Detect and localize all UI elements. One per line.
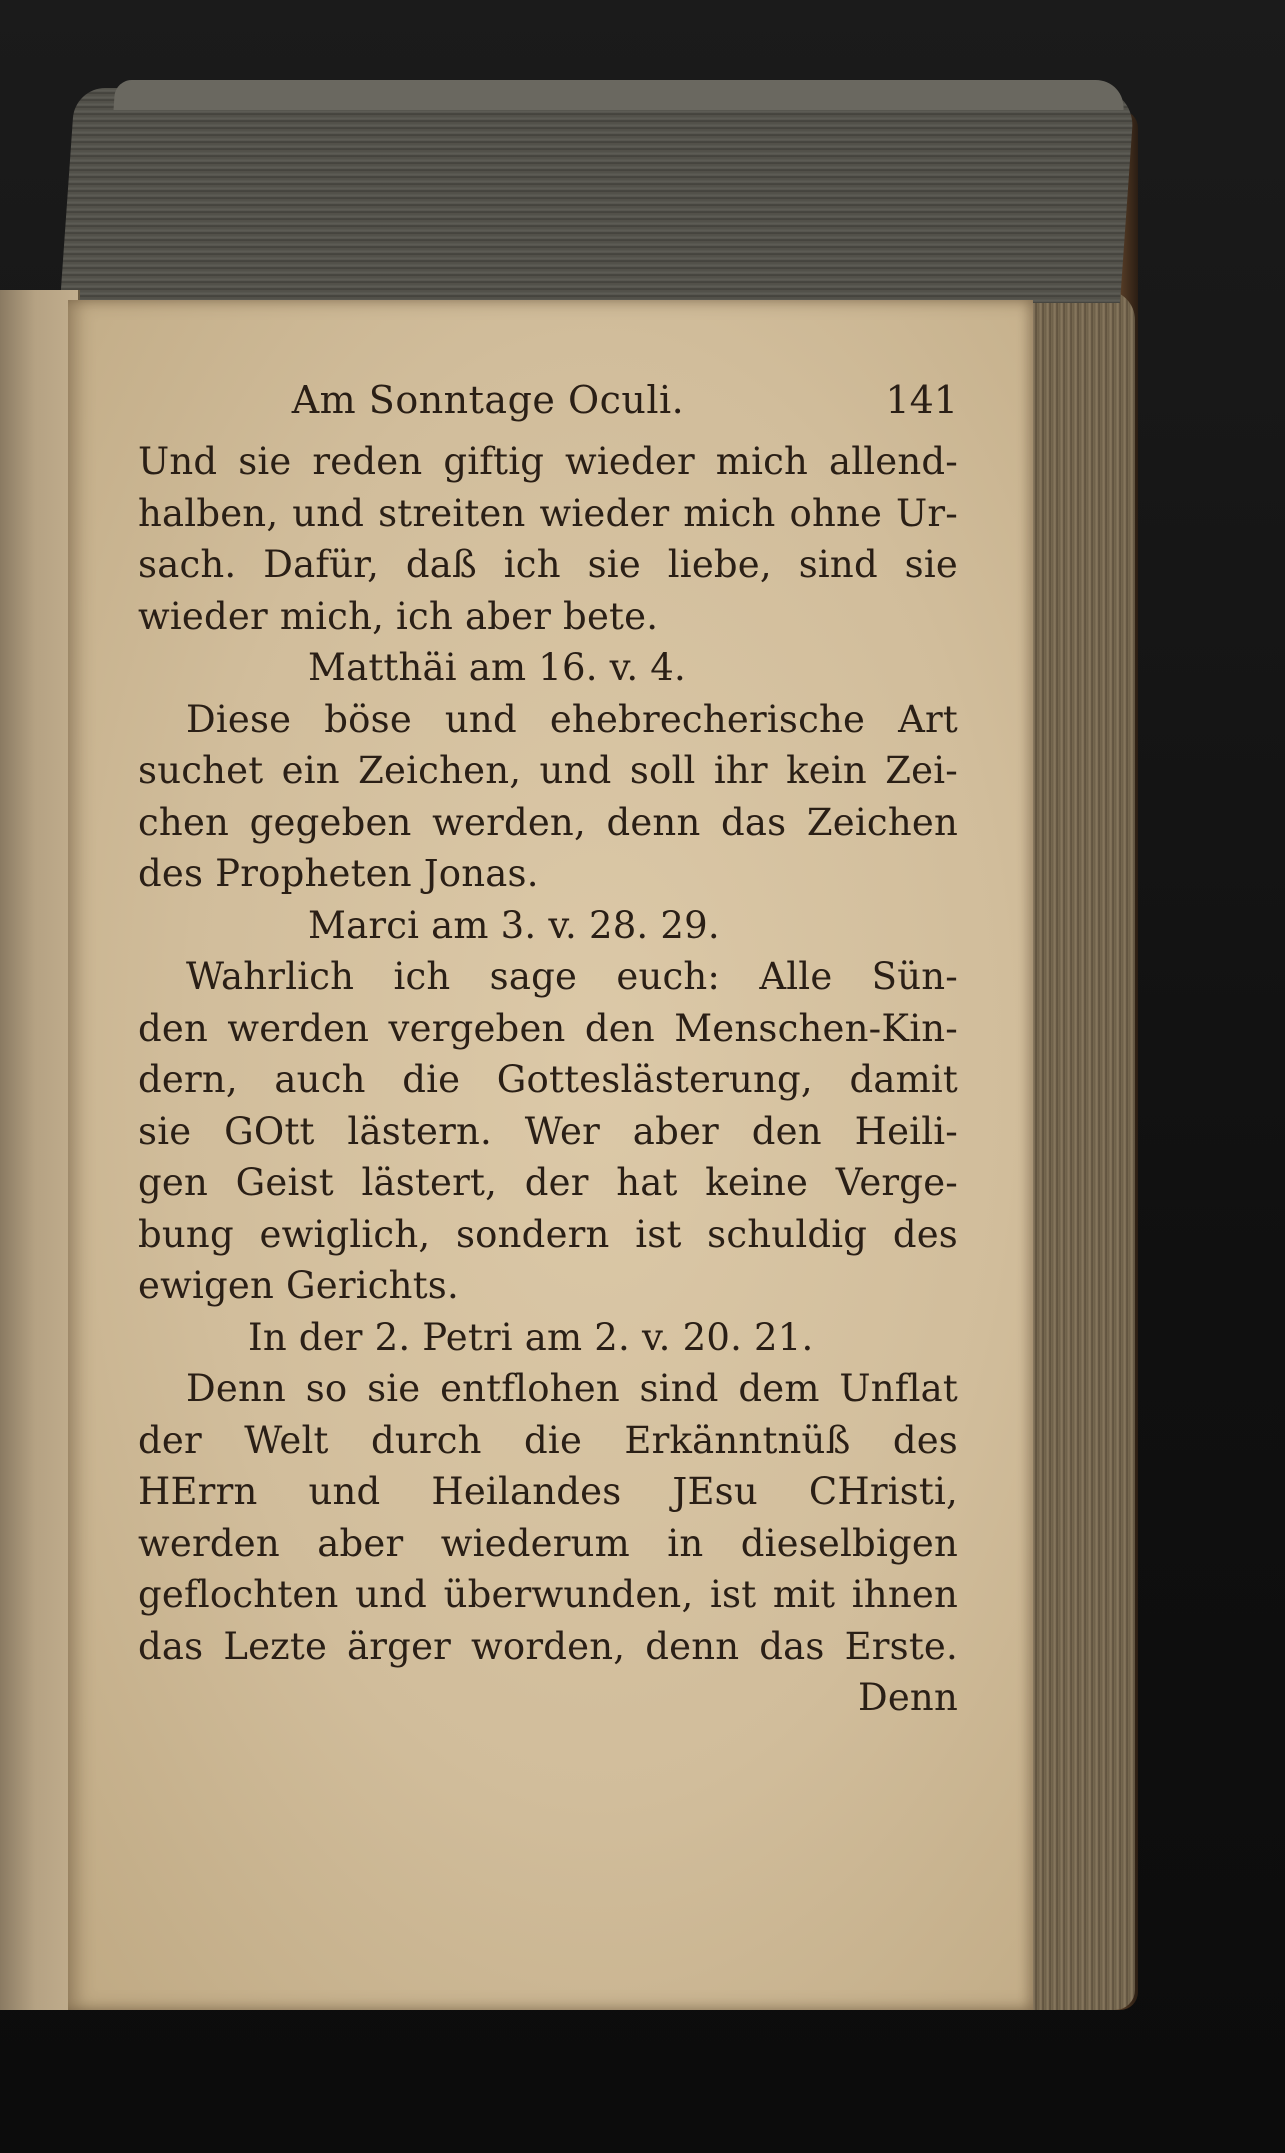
- page-text-block: [138, 378, 958, 1724]
- text-line: ewigen Gerichts.: [138, 1264, 459, 1307]
- running-head-title: Am Sonntage Oculi.: [291, 378, 685, 422]
- text-line: suchet ein Zeichen, und soll ihr kein Zei-: [138, 749, 958, 792]
- text-line: Denn so sie entflohen sind dem Unflat: [186, 1367, 958, 1410]
- book-page: [68, 300, 1033, 2010]
- text-line: Und sie reden giftig wieder mich allend-: [138, 440, 958, 483]
- text-line: den werden vergeben den Menschen-Kin-: [138, 1006, 958, 1050]
- text-line: dern, auch die Gotteslästerung, damit: [138, 1058, 958, 1101]
- text-line: HErrn und Heilandes JEsu CHristi,: [138, 1470, 958, 1513]
- text-line: gen Geist lästert, der hat keine Verge-: [138, 1161, 958, 1204]
- scripture-reference: In der 2. Petri am 2. v. 20. 21.: [248, 1315, 814, 1359]
- text-line: das Lezte ärger worden, denn das Erste.: [138, 1624, 958, 1668]
- text-line: wieder mich, ich aber bete.: [138, 594, 659, 638]
- page-block-top-edge: [60, 88, 1135, 303]
- text-line: werden aber wiederum in dieselbigen: [138, 1521, 958, 1565]
- scripture-reference: Matthäi am 16. v. 4.: [308, 646, 687, 689]
- scripture-reference: Marci am 3. v. 28. 29.: [308, 903, 720, 947]
- text-line: halben, und streiten wieder mich ohne Ur-: [138, 491, 958, 535]
- catchword: Denn: [857, 1676, 958, 1719]
- text-line: chen gegeben werden, denn das Zeichen: [138, 800, 958, 844]
- text-line: bung ewiglich, sondern ist schuldig des: [138, 1212, 958, 1256]
- text-line: sach. Dafür, daß ich sie liebe, sind sie: [138, 543, 958, 586]
- text-line: Diese böse und ehebrecherische Art: [186, 697, 958, 741]
- running-head: [138, 378, 958, 436]
- text-line: Wahrlich ich sage euch: Alle Sün-: [186, 955, 958, 998]
- text-line: sie GOtt lästern. Wer aber den Heili-: [138, 1109, 958, 1153]
- page-number: 141: [885, 378, 958, 422]
- text-line: geflochten und überwunden, ist mit ihnen: [138, 1573, 958, 1616]
- text-line: der Welt durch die Erkänntnüß des: [138, 1418, 958, 1462]
- text-line: des Propheten Jonas.: [138, 852, 539, 895]
